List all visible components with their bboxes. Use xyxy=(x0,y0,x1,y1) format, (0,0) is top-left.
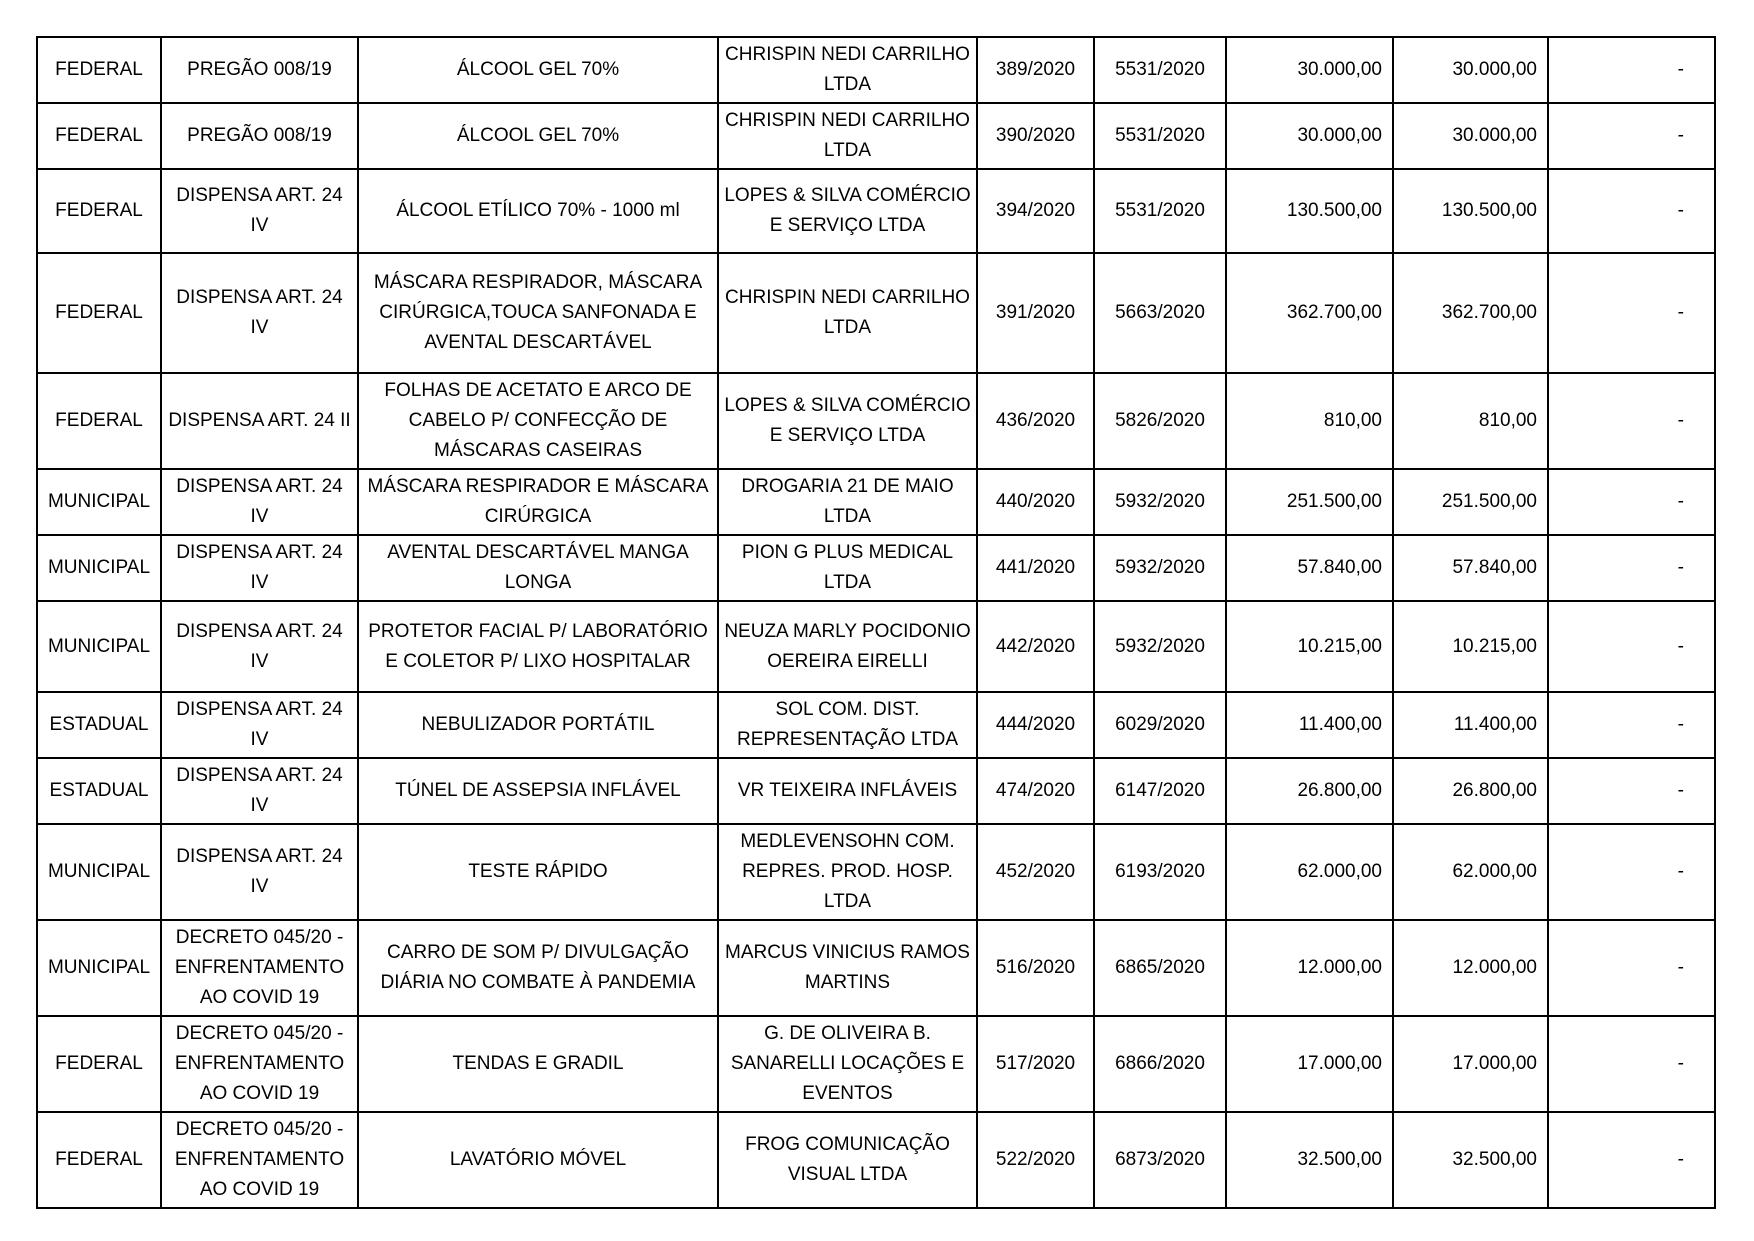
cell-saldo: - xyxy=(1548,692,1715,758)
cell-esfera: ESTADUAL xyxy=(37,758,161,824)
cell-valor-empenhado: 30.000,00 xyxy=(1226,37,1393,103)
table-row xyxy=(37,1016,1715,1112)
cell-fornecedor: G. DE OLIVEIRA B. SANARELLI LOCAÇÕES E EVENTOS xyxy=(718,1016,977,1112)
cell-saldo: - xyxy=(1548,535,1715,601)
cell-fornecedor: MARCUS VINICIUS RAMOS MARTINS xyxy=(718,920,977,1016)
cell-modalidade: DISPENSA ART. 24 IV xyxy=(161,169,358,253)
cell-esfera: MUNICIPAL xyxy=(37,469,161,535)
cell-objeto: LAVATÓRIO MÓVEL xyxy=(358,1112,718,1208)
cell-objeto: ÁLCOOL GEL 70% xyxy=(358,103,718,169)
table-row xyxy=(37,535,1715,601)
cell-valor-pago: 57.840,00 xyxy=(1393,535,1548,601)
cell-saldo: - xyxy=(1548,103,1715,169)
cell-fornecedor: LOPES & SILVA COMÉRCIO E SERVIÇO LTDA xyxy=(718,373,977,469)
cell-contrato: 436/2020 xyxy=(977,373,1094,469)
cell-valor-pago: 30.000,00 xyxy=(1393,37,1548,103)
cell-valor-pago: 10.215,00 xyxy=(1393,601,1548,692)
cell-saldo: - xyxy=(1548,37,1715,103)
cell-modalidade: DECRETO 045/20 - ENFRENTAMENTO AO COVID 19 xyxy=(161,1112,358,1208)
cell-empenho: 6866/2020 xyxy=(1094,1016,1226,1112)
cell-empenho: 5663/2020 xyxy=(1094,253,1226,373)
cell-modalidade: PREGÃO 008/19 xyxy=(161,37,358,103)
cell-esfera: MUNICIPAL xyxy=(37,535,161,601)
cell-valor-empenhado: 32.500,00 xyxy=(1226,1112,1393,1208)
cell-valor-pago: 17.000,00 xyxy=(1393,1016,1548,1112)
table-row xyxy=(37,1112,1715,1208)
cell-saldo: - xyxy=(1548,920,1715,1016)
cell-contrato: 390/2020 xyxy=(977,103,1094,169)
cell-valor-empenhado: 11.400,00 xyxy=(1226,692,1393,758)
cell-contrato: 452/2020 xyxy=(977,824,1094,920)
cell-saldo: - xyxy=(1548,373,1715,469)
cell-valor-empenhado: 26.800,00 xyxy=(1226,758,1393,824)
cell-valor-pago: 26.800,00 xyxy=(1393,758,1548,824)
cell-modalidade: DISPENSA ART. 24 IV xyxy=(161,692,358,758)
cell-modalidade: DISPENSA ART. 24 IV xyxy=(161,601,358,692)
cell-esfera: FEDERAL xyxy=(37,373,161,469)
cell-empenho: 6147/2020 xyxy=(1094,758,1226,824)
table-body xyxy=(37,37,1715,1208)
cell-contrato: 391/2020 xyxy=(977,253,1094,373)
cell-valor-pago: 12.000,00 xyxy=(1393,920,1548,1016)
cell-objeto: MÁSCARA RESPIRADOR E MÁSCARA CIRÚRGICA xyxy=(358,469,718,535)
table-row xyxy=(37,37,1715,103)
cell-objeto: NEBULIZADOR PORTÁTIL xyxy=(358,692,718,758)
cell-modalidade: DISPENSA ART. 24 IV xyxy=(161,253,358,373)
cell-modalidade: PREGÃO 008/19 xyxy=(161,103,358,169)
cell-empenho: 5531/2020 xyxy=(1094,37,1226,103)
cell-fornecedor: PION G PLUS MEDICAL LTDA xyxy=(718,535,977,601)
cell-fornecedor: CHRISPIN NEDI CARRILHO LTDA xyxy=(718,103,977,169)
cell-saldo: - xyxy=(1548,1016,1715,1112)
cell-valor-empenhado: 30.000,00 xyxy=(1226,103,1393,169)
table-row xyxy=(37,758,1715,824)
cell-valor-empenhado: 10.215,00 xyxy=(1226,601,1393,692)
cell-valor-pago: 130.500,00 xyxy=(1393,169,1548,253)
cell-valor-empenhado: 362.700,00 xyxy=(1226,253,1393,373)
contracts-table xyxy=(36,36,1716,1209)
cell-valor-pago: 32.500,00 xyxy=(1393,1112,1548,1208)
cell-empenho: 5531/2020 xyxy=(1094,103,1226,169)
cell-valor-pago: 251.500,00 xyxy=(1393,469,1548,535)
cell-empenho: 6029/2020 xyxy=(1094,692,1226,758)
cell-empenho: 6873/2020 xyxy=(1094,1112,1226,1208)
cell-valor-empenhado: 810,00 xyxy=(1226,373,1393,469)
cell-contrato: 444/2020 xyxy=(977,692,1094,758)
cell-saldo: - xyxy=(1548,601,1715,692)
table-row xyxy=(37,373,1715,469)
cell-empenho: 5932/2020 xyxy=(1094,469,1226,535)
cell-esfera: MUNICIPAL xyxy=(37,601,161,692)
cell-empenho: 6865/2020 xyxy=(1094,920,1226,1016)
cell-valor-empenhado: 12.000,00 xyxy=(1226,920,1393,1016)
cell-saldo: - xyxy=(1548,169,1715,253)
cell-objeto: PROTETOR FACIAL P/ LABORATÓRIO E COLETOR P/ LIXO HOSPITALAR xyxy=(358,601,718,692)
cell-esfera: ESTADUAL xyxy=(37,692,161,758)
cell-fornecedor: LOPES & SILVA COMÉRCIO E SERVIÇO LTDA xyxy=(718,169,977,253)
cell-objeto: ÁLCOOL GEL 70% xyxy=(358,37,718,103)
cell-contrato: 522/2020 xyxy=(977,1112,1094,1208)
cell-empenho: 5932/2020 xyxy=(1094,601,1226,692)
cell-contrato: 440/2020 xyxy=(977,469,1094,535)
cell-saldo: - xyxy=(1548,253,1715,373)
cell-modalidade: DISPENSA ART. 24 IV xyxy=(161,824,358,920)
cell-valor-pago: 30.000,00 xyxy=(1393,103,1548,169)
cell-esfera: MUNICIPAL xyxy=(37,920,161,1016)
cell-empenho: 5932/2020 xyxy=(1094,535,1226,601)
cell-fornecedor: SOL COM. DIST. REPRESENTAÇÃO LTDA xyxy=(718,692,977,758)
table-row xyxy=(37,103,1715,169)
cell-modalidade: DISPENSA ART. 24 II xyxy=(161,373,358,469)
cell-objeto: TENDAS E GRADIL xyxy=(358,1016,718,1112)
cell-esfera: FEDERAL xyxy=(37,253,161,373)
cell-saldo: - xyxy=(1548,469,1715,535)
cell-fornecedor: NEUZA MARLY POCIDONIO OEREIRA EIRELLI xyxy=(718,601,977,692)
cell-esfera: FEDERAL xyxy=(37,103,161,169)
cell-esfera: MUNICIPAL xyxy=(37,824,161,920)
cell-fornecedor: CHRISPIN NEDI CARRILHO LTDA xyxy=(718,253,977,373)
cell-valor-pago: 810,00 xyxy=(1393,373,1548,469)
table-row xyxy=(37,692,1715,758)
cell-contrato: 442/2020 xyxy=(977,601,1094,692)
cell-objeto: CARRO DE SOM P/ DIVULGAÇÃO DIÁRIA NO COMBATE À PANDEMIA xyxy=(358,920,718,1016)
cell-contrato: 394/2020 xyxy=(977,169,1094,253)
cell-esfera: FEDERAL xyxy=(37,1016,161,1112)
cell-objeto: FOLHAS DE ACETATO E ARCO DE CABELO P/ CONFECÇÃO DE MÁSCARAS CASEIRAS xyxy=(358,373,718,469)
table-row xyxy=(37,253,1715,373)
cell-fornecedor: DROGARIA 21 DE MAIO LTDA xyxy=(718,469,977,535)
cell-valor-empenhado: 17.000,00 xyxy=(1226,1016,1393,1112)
cell-fornecedor: CHRISPIN NEDI CARRILHO LTDA xyxy=(718,37,977,103)
cell-objeto: TESTE RÁPIDO xyxy=(358,824,718,920)
cell-fornecedor: FROG COMUNICAÇÃO VISUAL LTDA xyxy=(718,1112,977,1208)
cell-objeto: ÁLCOOL ETÍLICO 70% - 1000 ml xyxy=(358,169,718,253)
cell-saldo: - xyxy=(1548,1112,1715,1208)
cell-modalidade: DECRETO 045/20 - ENFRENTAMENTO AO COVID 19 xyxy=(161,920,358,1016)
cell-valor-empenhado: 62.000,00 xyxy=(1226,824,1393,920)
cell-empenho: 6193/2020 xyxy=(1094,824,1226,920)
cell-modalidade: DECRETO 045/20 - ENFRENTAMENTO AO COVID 19 xyxy=(161,1016,358,1112)
table-row xyxy=(37,601,1715,692)
cell-empenho: 5531/2020 xyxy=(1094,169,1226,253)
cell-saldo: - xyxy=(1548,758,1715,824)
cell-saldo: - xyxy=(1548,824,1715,920)
cell-valor-empenhado: 57.840,00 xyxy=(1226,535,1393,601)
cell-contrato: 441/2020 xyxy=(977,535,1094,601)
cell-contrato: 517/2020 xyxy=(977,1016,1094,1112)
cell-esfera: FEDERAL xyxy=(37,37,161,103)
table-row xyxy=(37,824,1715,920)
cell-empenho: 5826/2020 xyxy=(1094,373,1226,469)
cell-objeto: MÁSCARA RESPIRADOR, MÁSCARA CIRÚRGICA,TOUCA SANFONADA E AVENTAL DESCARTÁVEL xyxy=(358,253,718,373)
cell-objeto: TÚNEL DE ASSEPSIA INFLÁVEL xyxy=(358,758,718,824)
cell-valor-empenhado: 251.500,00 xyxy=(1226,469,1393,535)
table-row xyxy=(37,469,1715,535)
cell-valor-pago: 11.400,00 xyxy=(1393,692,1548,758)
cell-contrato: 516/2020 xyxy=(977,920,1094,1016)
cell-contrato: 474/2020 xyxy=(977,758,1094,824)
cell-esfera: FEDERAL xyxy=(37,1112,161,1208)
cell-objeto: AVENTAL DESCARTÁVEL MANGA LONGA xyxy=(358,535,718,601)
table-row xyxy=(37,920,1715,1016)
cell-valor-empenhado: 130.500,00 xyxy=(1226,169,1393,253)
cell-fornecedor: MEDLEVENSOHN COM. REPRES. PROD. HOSP. LTDA xyxy=(718,824,977,920)
cell-contrato: 389/2020 xyxy=(977,37,1094,103)
cell-modalidade: DISPENSA ART. 24 IV xyxy=(161,758,358,824)
cell-valor-pago: 362.700,00 xyxy=(1393,253,1548,373)
cell-modalidade: DISPENSA ART. 24 IV xyxy=(161,535,358,601)
cell-fornecedor: VR TEIXEIRA INFLÁVEIS xyxy=(718,758,977,824)
cell-modalidade: DISPENSA ART. 24 IV xyxy=(161,469,358,535)
cell-esfera: FEDERAL xyxy=(37,169,161,253)
table-row xyxy=(37,169,1715,253)
cell-valor-pago: 62.000,00 xyxy=(1393,824,1548,920)
